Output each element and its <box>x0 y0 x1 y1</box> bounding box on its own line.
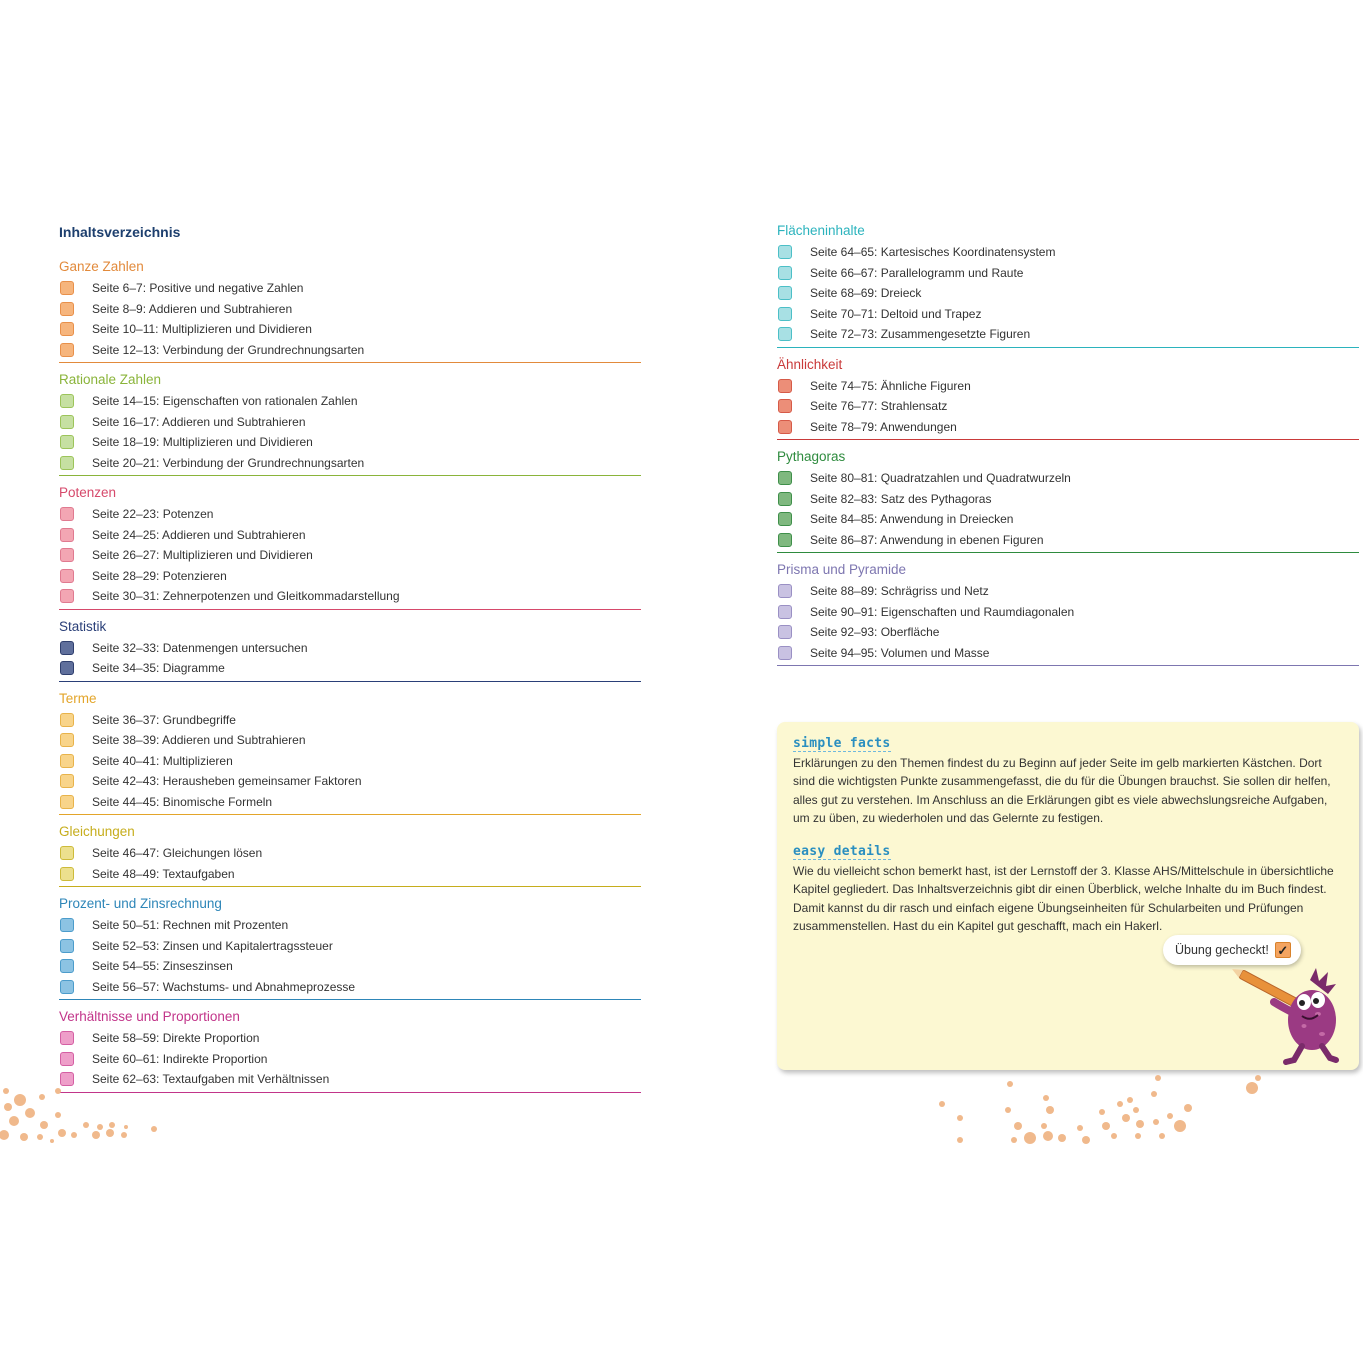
toc-item-label: Seite 46–47: Gleichungen lösen <box>92 846 263 861</box>
bubble-text: Übung gecheckt! <box>1175 943 1269 957</box>
toc-item <box>59 525 641 546</box>
checkbox-checked-icon: ✓ <box>1275 942 1291 958</box>
toc-item <box>59 936 641 957</box>
toc-item <box>59 638 641 659</box>
checkbox-icon[interactable] <box>60 939 74 953</box>
toc-item <box>59 751 641 772</box>
checkbox-icon[interactable] <box>778 286 792 300</box>
checkbox-icon[interactable] <box>778 399 792 413</box>
toc-item-label: Seite 50–51: Rechnen mit Prozenten <box>92 918 289 933</box>
toc-item-label: Seite 12–13: Verbindung der Grundrechnungsarten <box>92 342 365 357</box>
toc-item-label: Seite 20–21: Verbindung der Grundrechnungsarten <box>92 455 365 470</box>
toc-item <box>59 412 641 433</box>
toc-item-label: Seite 54–55: Zinseszinsen <box>92 959 233 974</box>
section-divider <box>777 665 1359 666</box>
checkbox-icon[interactable] <box>60 959 74 973</box>
toc-item <box>59 278 641 299</box>
section-title: Terme <box>59 690 97 706</box>
section-title: Potenzen <box>59 485 117 500</box>
toc-item <box>777 468 1359 489</box>
checkbox-icon[interactable] <box>778 646 792 660</box>
checkbox-icon[interactable] <box>60 774 74 788</box>
toc-item <box>59 586 641 607</box>
checkbox-icon[interactable] <box>778 533 792 547</box>
toc-item-label: Seite 36–37: Grundbegriffe <box>92 712 236 727</box>
checkbox-icon[interactable] <box>60 456 74 470</box>
checkbox-icon[interactable] <box>60 281 74 295</box>
section-title: Ähnlichkeit <box>777 356 843 372</box>
toc-item <box>59 453 641 474</box>
toc-item <box>59 658 641 679</box>
toc-item-label: Seite 18–19: Multiplizieren und Dividieren <box>92 435 313 450</box>
toc-item <box>59 391 641 412</box>
info-box <box>777 722 1359 1070</box>
toc-item-label: Seite 6–7: Positive und negative Zahlen <box>92 281 304 296</box>
checkbox-icon[interactable] <box>60 1031 74 1045</box>
section-divider <box>59 475 641 476</box>
toc-item-label: Seite 70–71: Deltoid und Trapez <box>810 306 982 321</box>
checkbox-icon[interactable] <box>778 327 792 341</box>
toc-item-label: Seite 88–89: Schrägriss und Netz <box>810 584 989 599</box>
toc-item-label: Seite 16–17: Addieren und Subtrahieren <box>92 414 306 429</box>
toc-item <box>777 242 1359 263</box>
toc-item-label: Seite 26–27: Multiplizieren und Dividieren <box>92 548 313 563</box>
simple-facts-text: Erklärungen zu den Themen findest du zu Beginn auf jeder Seite im gelb markierten Kästchen. Dort sind die wichtigsten Punkte zusammengefasst, die du für die Übungen brauchst. Sie sollen dir helfen, alles gut zu verstehen. Im Anschluss an die Erklärungen gibt es viele abwechslungsreiche Aufgaben, um zu üben, zu wiederholen und das Gelernte zu festigen. <box>793 756 1331 825</box>
toc-item-label: Seite 74–75: Ähnliche Figuren <box>810 378 971 393</box>
toc-item <box>777 581 1359 602</box>
toc-item-label: Seite 28–29: Potenzieren <box>92 568 227 583</box>
toc-item-label: Seite 42–43: Herausheben gemeinsamer Faktoren <box>92 774 362 789</box>
section-divider <box>777 552 1359 553</box>
toc-item <box>777 396 1359 417</box>
section-divider <box>777 439 1359 440</box>
decorative-dots-right-icon <box>930 1070 1270 1150</box>
section-title: Flächeninhalte <box>777 223 865 238</box>
toc-item <box>59 1049 641 1070</box>
section-title: Ganze Zahlen <box>59 259 144 274</box>
toc-item-label: Seite 86–87: Anwendung in ebenen Figuren <box>810 532 1044 547</box>
toc-item <box>59 1028 641 1049</box>
checkbox-icon[interactable] <box>60 1052 74 1066</box>
toc-item-label: Seite 24–25: Addieren und Subtrahieren <box>92 527 306 542</box>
toc-item-label: Seite 78–79: Anwendungen <box>810 419 957 434</box>
section-divider <box>59 609 641 610</box>
section-title: Rationale Zahlen <box>59 372 162 387</box>
toc-item <box>777 643 1359 664</box>
section-title: Statistik <box>59 618 107 634</box>
toc-item <box>59 956 641 977</box>
toc-item-label: Seite 84–85: Anwendung in Dreiecken <box>810 512 1014 527</box>
checkbox-icon[interactable] <box>60 548 74 562</box>
checkbox-icon[interactable] <box>60 846 74 860</box>
toc-item-label: Seite 8–9: Addieren und Subtrahieren <box>92 301 293 316</box>
decorative-dots-left-icon <box>0 1075 170 1150</box>
checkbox-icon[interactable] <box>778 492 792 506</box>
toc-item-label: Seite 34–35: Diagramme <box>92 661 225 676</box>
easy-details-text: Wie du vielleicht schon bemerkt hast, ist der Lernstoff der 3. Klasse AHS/Mittelschule in übersichtliche Kapitel gegliedert. Das Inhaltsverzeichnis gibt dir einen Überblick, welche Inhalte du im Buch findest. Damit kannst du dir rasch und einfach eigene Übungseinheiten für Schularbeiten und Prüfungen zusammenstellen. Hast du ein Kapitel gut geschafft, mach ein Hakerl. <box>793 864 1334 933</box>
toc-item <box>59 710 641 731</box>
toc-item <box>777 489 1359 510</box>
toc-item-label: Seite 44–45: Binomische Formeln <box>92 794 273 809</box>
toc-item-label: Seite 92–93: Oberfläche <box>810 625 940 640</box>
checkbox-icon[interactable] <box>60 322 74 336</box>
toc-item <box>59 566 641 587</box>
checkbox-icon[interactable] <box>778 625 792 639</box>
toc-section <box>777 356 1359 441</box>
toc-item-label: Seite 82–83: Satz des Pythagoras <box>810 491 992 506</box>
checkbox-icon[interactable] <box>778 379 792 393</box>
toc-item-label: Seite 48–49: Textaufgaben <box>92 866 235 881</box>
simple-facts-heading: simple facts <box>793 736 891 751</box>
toc-item <box>59 730 641 751</box>
toc-item <box>59 299 641 320</box>
toc-section <box>59 895 641 1000</box>
toc-item-label: Seite 72–73: Zusammengesetzte Figuren <box>810 327 1031 342</box>
checkbox-icon[interactable] <box>778 584 792 598</box>
toc-item-label: Seite 76–77: Strahlensatz <box>810 399 948 414</box>
checkbox-icon[interactable] <box>60 661 74 675</box>
checkbox-icon[interactable] <box>60 641 74 655</box>
toc-item <box>777 304 1359 325</box>
checkbox-icon[interactable] <box>60 507 74 521</box>
toc-section <box>777 561 1359 666</box>
checkbox-icon[interactable] <box>60 569 74 583</box>
toc-item <box>59 792 641 813</box>
toc-section <box>777 448 1359 553</box>
checkbox-icon[interactable] <box>778 420 792 434</box>
toc-item-label: Seite 64–65: Kartesisches Koordinatensystem <box>810 245 1056 260</box>
toc-item-label: Seite 68–69: Dreieck <box>810 286 922 301</box>
toc-item-label: Seite 60–61: Indirekte Proportion <box>92 1051 268 1066</box>
toc-section <box>59 484 641 610</box>
section-title: Pythagoras <box>777 449 846 464</box>
toc-item-label: Seite 80–81: Quadratzahlen und Quadratwurzeln <box>810 471 1071 486</box>
right-sections <box>777 222 1359 666</box>
checkbox-icon[interactable] <box>60 867 74 881</box>
section-divider <box>59 886 641 887</box>
toc-item <box>59 864 641 885</box>
toc-section <box>777 222 1359 348</box>
toc-section <box>59 690 641 816</box>
section-title: Gleichungen <box>59 824 135 839</box>
toc-section <box>59 258 641 363</box>
toc-item-label: Seite 56–57: Wachstums- und Abnahmeprozesse <box>92 979 356 994</box>
toc-item <box>59 843 641 864</box>
checkbox-icon[interactable] <box>778 605 792 619</box>
toc-item <box>777 263 1359 284</box>
section-divider <box>59 362 641 363</box>
toc-item-label: Seite 10–11: Multiplizieren und Dividieren <box>92 322 312 337</box>
checkbox-icon[interactable] <box>60 918 74 932</box>
section-divider <box>59 814 641 815</box>
speech-bubble <box>1163 935 1301 965</box>
toc-item <box>59 977 641 998</box>
checkbox-icon[interactable] <box>778 245 792 259</box>
toc-item <box>777 602 1359 623</box>
checkbox-icon[interactable] <box>778 307 792 321</box>
toc-item-label: Seite 30–31: Zehnerpotenzen und Gleitkommadarstellung <box>92 589 400 604</box>
checkbox-icon[interactable] <box>60 980 74 994</box>
toc-item <box>777 376 1359 397</box>
toc-item-label: Seite 14–15: Eigenschaften von rationalen Zahlen <box>92 394 358 409</box>
toc-item-label: Seite 62–63: Textaufgaben mit Verhältnissen <box>92 1072 330 1087</box>
toc-item <box>777 509 1359 530</box>
checkbox-icon[interactable] <box>60 415 74 429</box>
checkbox-icon[interactable] <box>778 471 792 485</box>
toc-item <box>59 771 641 792</box>
toc-item <box>59 432 641 453</box>
toc-item-label: Seite 52–53: Zinsen und Kapitalertragssteuer <box>92 938 333 953</box>
checkbox-icon[interactable] <box>60 343 74 357</box>
toc-item-label: Seite 38–39: Addieren und Subtrahieren <box>92 733 306 748</box>
checkbox-icon[interactable] <box>60 394 74 408</box>
page-title: Inhaltsverzeichnis <box>59 224 181 240</box>
checkbox-icon[interactable] <box>60 733 74 747</box>
checkbox-icon[interactable] <box>60 435 74 449</box>
toc-item <box>59 340 641 361</box>
toc-item <box>777 417 1359 438</box>
toc-section <box>59 823 641 887</box>
toc-item <box>59 545 641 566</box>
toc-section <box>59 371 641 476</box>
toc-item <box>777 622 1359 643</box>
toc-section <box>59 618 641 682</box>
toc-item-label: Seite 22–23: Potenzen <box>92 507 214 522</box>
easy-details-heading: easy details <box>793 844 891 859</box>
checkbox-icon[interactable] <box>60 528 74 542</box>
toc-item <box>777 283 1359 304</box>
section-divider <box>59 999 641 1000</box>
section-divider <box>59 681 641 682</box>
checkbox-icon[interactable] <box>60 589 74 603</box>
toc-item-label: Seite 94–95: Volumen und Masse <box>810 645 990 660</box>
section-title: Prisma und Pyramide <box>777 562 907 577</box>
section-title: Verhältnisse und Proportionen <box>59 1009 240 1024</box>
checkbox-icon[interactable] <box>60 302 74 316</box>
toc-item <box>59 915 641 936</box>
toc-item-label: Seite 66–67: Parallelogramm und Raute <box>810 265 1024 280</box>
toc-item-label: Seite 90–91: Eigenschaften und Raumdiagonalen <box>810 604 1075 619</box>
section-divider <box>777 347 1359 348</box>
toc-item-label: Seite 40–41: Multiplizieren <box>92 753 233 768</box>
section-title: Prozent- und Zinsrechnung <box>59 896 222 911</box>
toc-item <box>59 504 641 525</box>
checkbox-icon[interactable] <box>60 754 74 768</box>
toc-right-column <box>777 222 1359 674</box>
checkbox-icon[interactable] <box>778 266 792 280</box>
toc-left-column <box>59 222 641 1101</box>
left-sections <box>59 258 641 1093</box>
checkbox-icon[interactable] <box>778 512 792 526</box>
toc-item <box>59 319 641 340</box>
toc-item <box>777 530 1359 551</box>
mascot-monster-icon <box>1232 962 1342 1067</box>
toc-item-label: Seite 58–59: Direkte Proportion <box>92 1031 260 1046</box>
toc-item <box>777 324 1359 345</box>
checkbox-icon[interactable] <box>60 795 74 809</box>
checkbox-icon[interactable] <box>60 713 74 727</box>
toc-item-label: Seite 32–33: Datenmengen untersuchen <box>92 640 308 655</box>
